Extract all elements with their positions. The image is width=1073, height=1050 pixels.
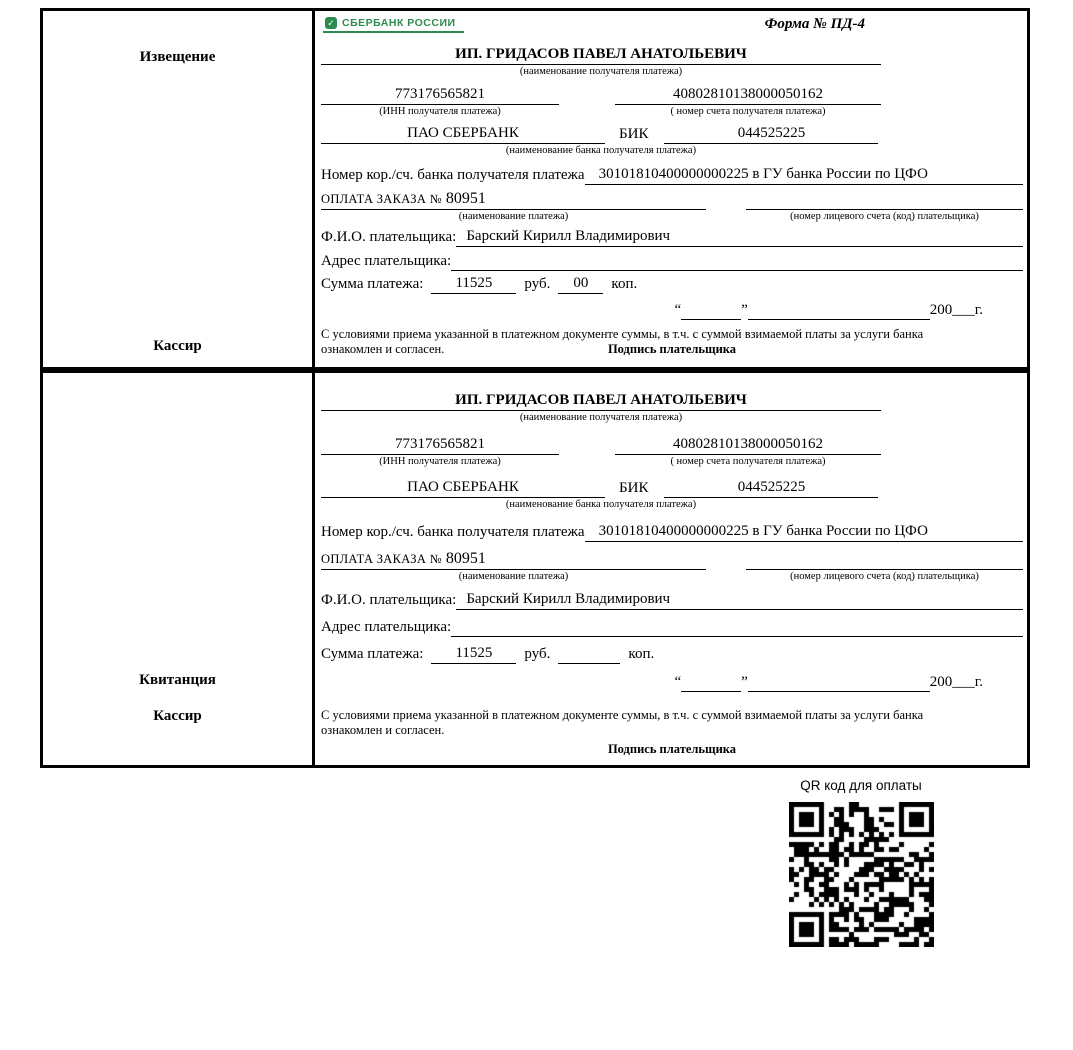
inn-value: 773176565821: [321, 435, 559, 455]
bik-label: БИК: [619, 480, 649, 496]
bank-caption: (наименование банка получателя платежа): [505, 145, 697, 156]
qr-block: [786, 778, 936, 947]
payment-purpose-row: [321, 190, 1023, 210]
bank-caption: (наименование банка получателя платежа): [505, 499, 697, 510]
sum-row: [321, 274, 1023, 294]
inn-value: 773176565821: [321, 85, 559, 105]
order-prefix: ОПЛАТА ЗАКАЗА №: [321, 552, 442, 566]
corr-account-row: [321, 522, 1023, 542]
payer-address-row: [321, 251, 1023, 271]
signature-label: Подпись плательщика: [607, 742, 737, 756]
date-close-quote: ”: [741, 674, 748, 690]
bank-row: [321, 478, 881, 498]
notice-body: [315, 11, 1027, 367]
receipt-left-column: [43, 373, 315, 765]
date-day-line: [681, 674, 741, 692]
payee-caption: (наименование получателя платежа): [519, 412, 683, 423]
payee-block: [321, 45, 881, 78]
payment-purpose-field: [321, 190, 706, 210]
receipt-title: Квитанция: [139, 672, 216, 688]
payee-name: ИП. ГРИДАСОВ ПАВЕЛ АНАТОЛЬЕВИЧ: [321, 45, 881, 65]
payee-caption: (наименование получателя платежа): [519, 66, 683, 77]
inn-account-row: [321, 85, 1023, 118]
sberbank-logo: [323, 16, 464, 33]
corr-account-label: Номер кор./сч. банка получателя платежа: [321, 167, 585, 183]
payer-name-value: Барский Кирилл Владимирович: [456, 227, 1023, 247]
payer-name-row: [321, 227, 1023, 247]
inn-field: [321, 435, 559, 468]
rub-label: руб.: [524, 276, 551, 292]
sum-kop-value: 00: [558, 274, 603, 294]
corr-account-value: 30101810400000000225 в ГУ банка России по ЦФО: [585, 165, 1023, 185]
notice-section: [40, 8, 1030, 370]
order-number: 80951: [445, 190, 486, 207]
order-prefix: ОПЛАТА ЗАКАЗА №: [321, 192, 442, 206]
date-row: [321, 301, 983, 320]
account-value: 40802810138000050162: [615, 85, 881, 105]
qr-code: [789, 802, 934, 947]
bik-value: 044525225: [664, 478, 878, 498]
date-year-suffix: г.: [974, 674, 983, 690]
date-year-suffix: г.: [974, 302, 983, 318]
notice-head-row: [321, 16, 1023, 44]
order-number: 80951: [445, 550, 486, 567]
inn-account-row: [321, 435, 1023, 468]
payer-address-label: Адрес плательщика:: [321, 253, 452, 269]
payment-purpose-field: [321, 550, 706, 570]
payer-name-value: Барский Кирилл Владимирович: [456, 590, 1023, 610]
payment-purpose-caption: (наименование платежа): [458, 571, 569, 582]
payment-purpose-block: [321, 190, 1023, 223]
payee-block: [321, 391, 881, 424]
form-number-label: Форма № ПД-4: [764, 16, 865, 32]
sum-row: [321, 644, 1023, 664]
corr-account-value: 30101810400000000225 в ГУ банка России по ЦФО: [585, 522, 1023, 542]
sberbank-logo-text: СБЕРБАНК РОССИИ: [342, 17, 456, 29]
payer-name-label: Ф.И.О. плательщика:: [321, 592, 457, 608]
date-year: 200___: [929, 674, 975, 690]
signature-label: Подпись плательщика: [607, 342, 737, 356]
payer-address-value: [451, 251, 1023, 271]
sum-rub-value: 11525: [431, 274, 516, 294]
account-value: 40802810138000050162: [615, 435, 881, 455]
bank-block: [321, 124, 1023, 157]
inn-caption: (ИНН получателя платежа): [379, 106, 501, 117]
bik-label: БИК: [619, 126, 649, 142]
payee-name: ИП. ГРИДАСОВ ПАВЕЛ АНАТОЛЬЕВИЧ: [321, 391, 881, 411]
date-year: 200___: [929, 302, 975, 318]
account-caption: ( номер счета получателя платежа): [670, 456, 826, 467]
date-month-line: [748, 302, 930, 320]
date-row: [321, 673, 983, 692]
bank-name: ПАО СБЕРБАНК: [321, 478, 605, 498]
kop-label: коп.: [628, 646, 655, 662]
inn-caption: (ИНН получателя платежа): [379, 456, 501, 467]
terms-block: [321, 327, 1023, 357]
terms-block: [321, 708, 1023, 757]
account-caption: ( номер счета получателя платежа): [670, 106, 826, 117]
payer-code-field: [746, 550, 1023, 570]
payment-slips: [40, 8, 1030, 768]
bank-block: [321, 478, 1023, 511]
receipt-section: [40, 370, 1030, 768]
kop-label: коп.: [611, 276, 638, 292]
date-day-line: [681, 302, 741, 320]
sum-label: Сумма платежа:: [321, 646, 424, 662]
terms-text: С условиями приема указанной в платежном документе суммы, в т.ч. с суммой взимаемой платы за услуги банка ознакомлен и согласен.: [321, 708, 924, 737]
payer-code-field: [746, 190, 1023, 210]
notice-cashier-label: Кассир: [153, 338, 202, 354]
receipt-cashier-label: Кассир: [153, 708, 202, 724]
bik-value: 044525225: [664, 124, 878, 144]
sum-label: Сумма платежа:: [321, 276, 424, 292]
date-open-quote: “: [674, 302, 682, 318]
date-close-quote: ”: [741, 302, 748, 318]
rub-label: руб.: [524, 646, 551, 662]
date-month-line: [748, 674, 930, 692]
payer-name-label: Ф.И.О. плательщика:: [321, 229, 457, 245]
payer-address-value: [451, 617, 1023, 637]
account-field: [615, 435, 881, 468]
qr-label: QR код для оплаты: [800, 778, 922, 793]
payment-purpose-captions: [321, 210, 1023, 223]
inn-field: [321, 85, 559, 118]
notice-title: Извещение: [139, 49, 216, 65]
payer-code-caption: (номер лицевого счета (код) плательщика): [790, 571, 979, 582]
receipt-body: [315, 373, 1027, 765]
sberbank-logo-icon: ✓: [325, 17, 337, 29]
payer-address-row: [321, 617, 1023, 637]
payment-purpose-row: [321, 550, 1023, 570]
terms-text: С условиями приема указанной в платежном документе суммы, в т.ч. с суммой взимаемой платы за услуги банка ознакомлен и согласен.: [321, 327, 924, 356]
payer-code-caption: (номер лицевого счета (код) плательщика): [790, 211, 979, 222]
payment-purpose-caption: (наименование платежа): [458, 211, 569, 222]
payment-purpose-captions: [321, 570, 1023, 583]
date-open-quote: “: [674, 674, 682, 690]
account-field: [615, 85, 881, 118]
sum-kop-value: [558, 663, 620, 664]
notice-left-column: [43, 11, 315, 367]
bank-name: ПАО СБЕРБАНК: [321, 124, 605, 144]
payment-purpose-block: [321, 550, 1023, 583]
sum-rub-value: 11525: [431, 644, 516, 664]
payer-name-row: [321, 590, 1023, 610]
payer-address-label: Адрес плательщика:: [321, 619, 452, 635]
corr-account-row: [321, 165, 1023, 185]
bank-row: [321, 124, 881, 144]
corr-account-label: Номер кор./сч. банка получателя платежа: [321, 524, 585, 540]
